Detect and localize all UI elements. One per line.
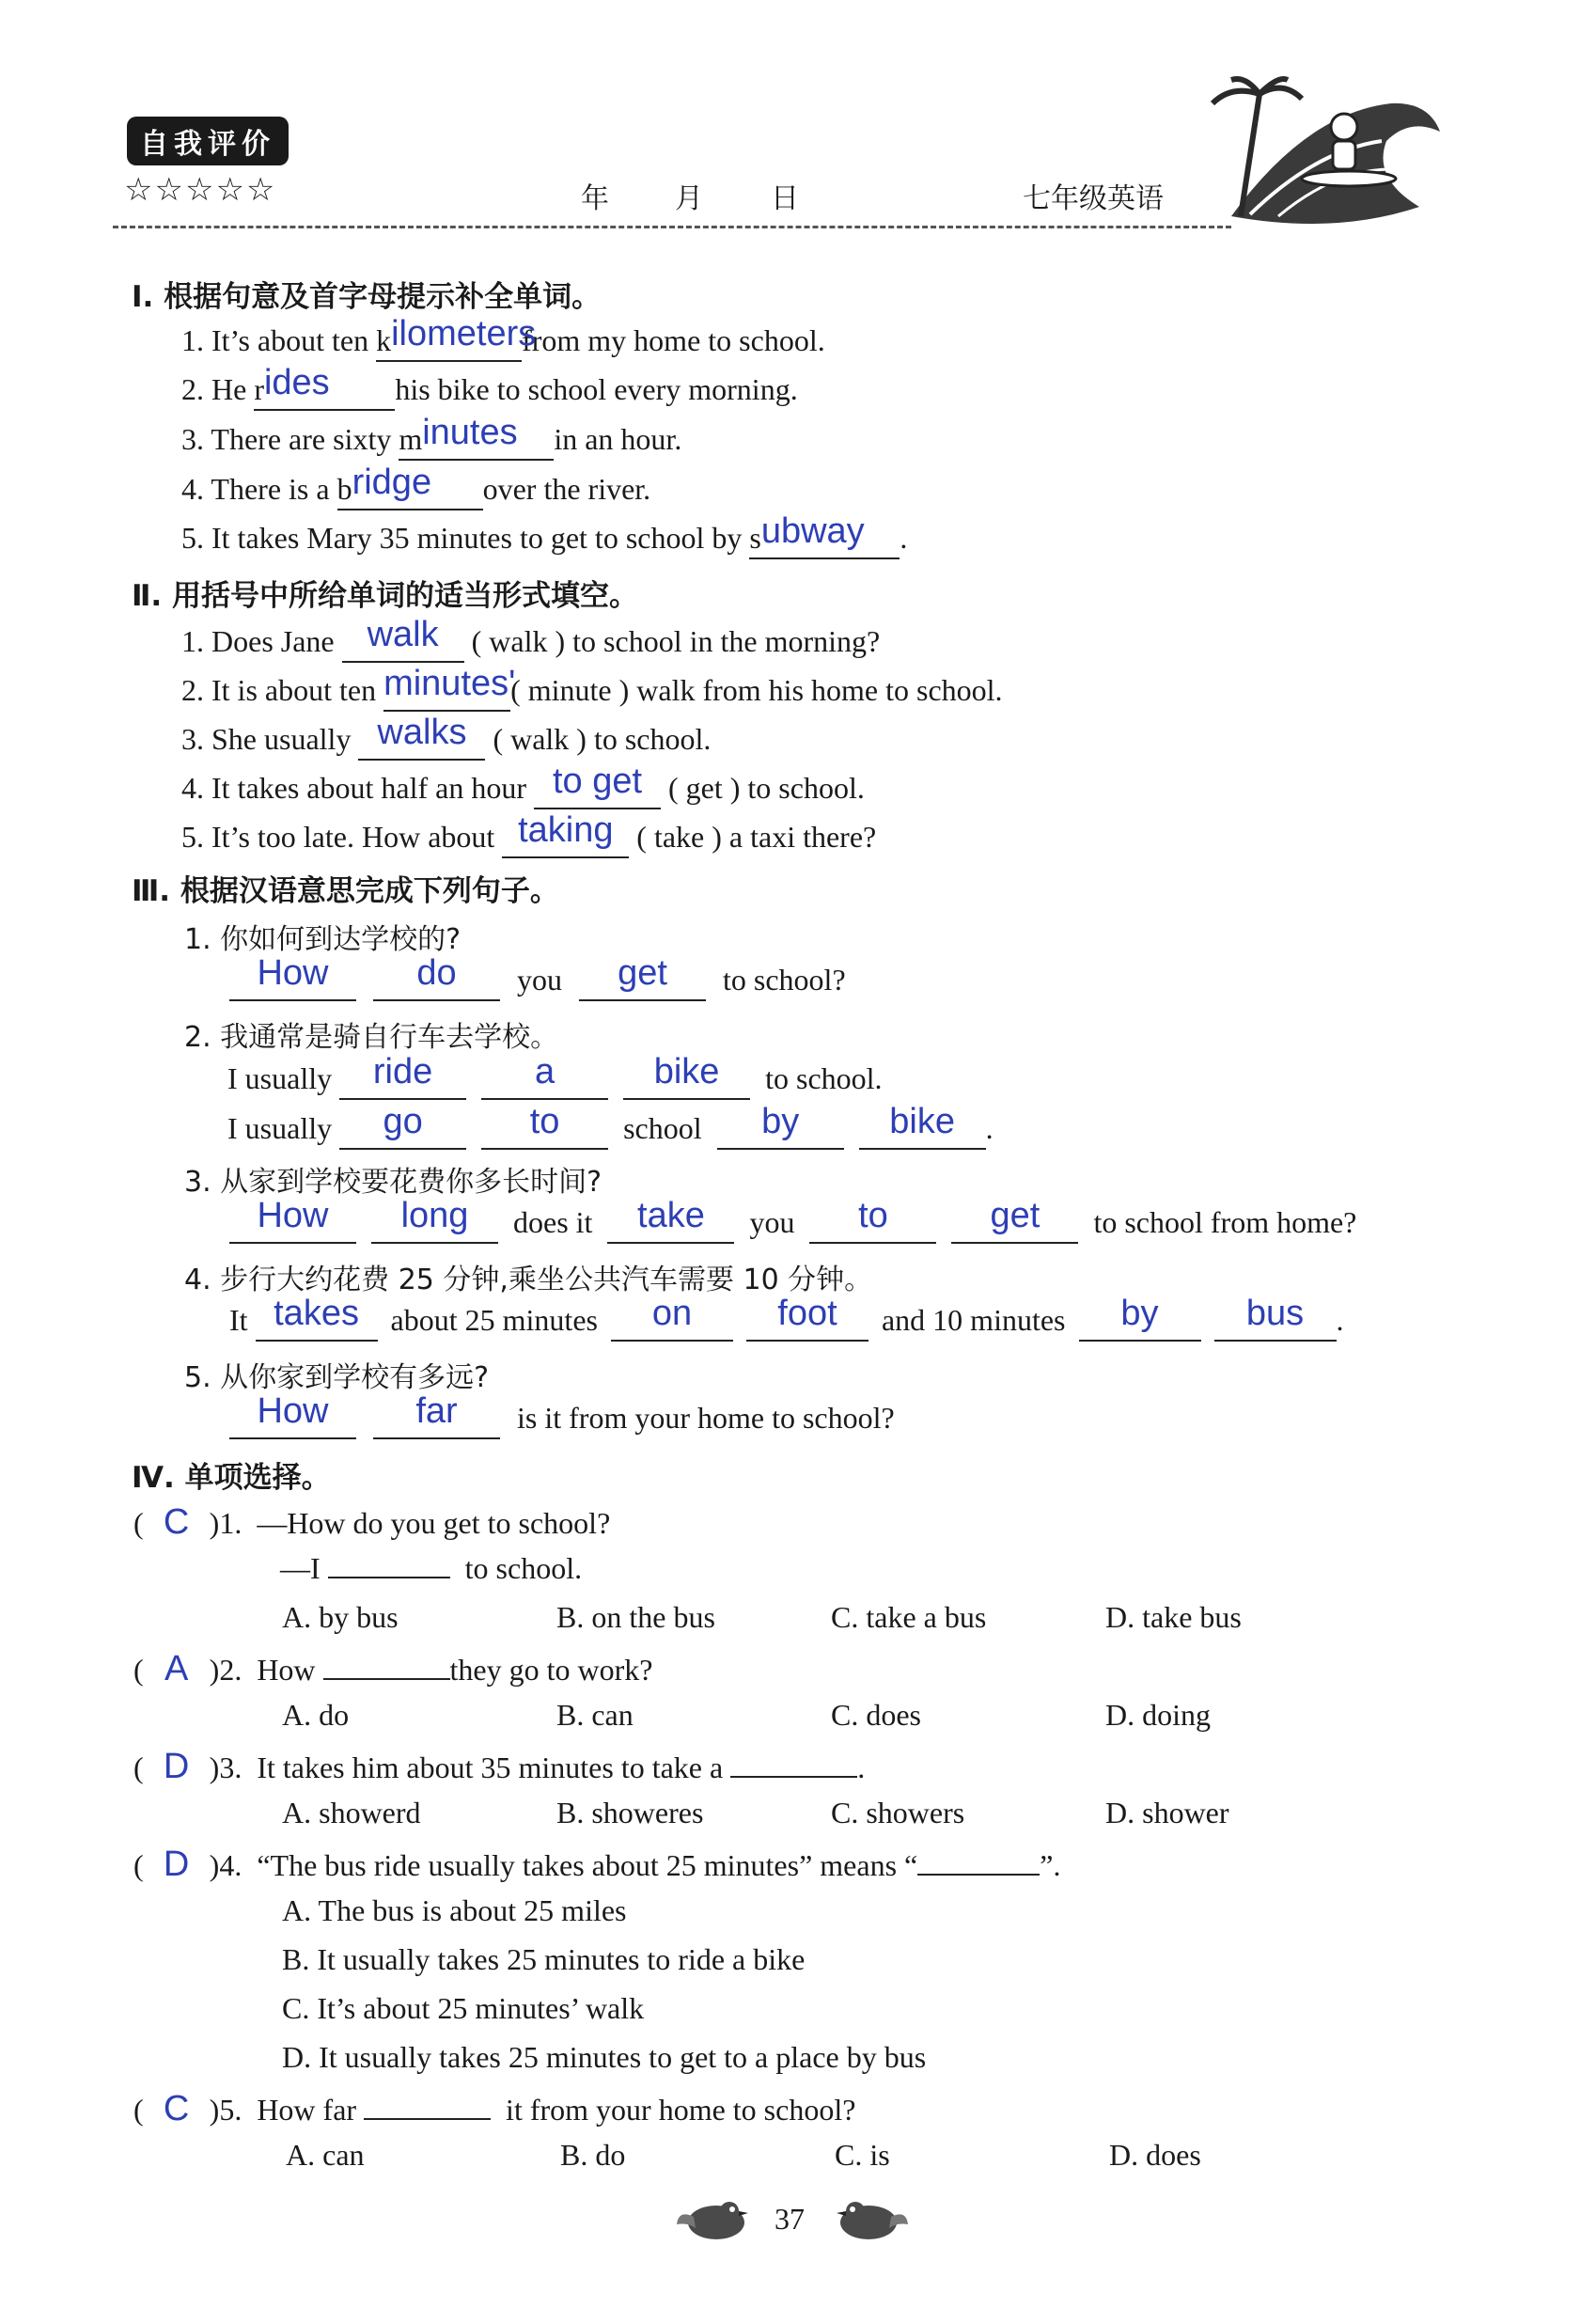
s4-q1-option-d[interactable]: D. take bus — [1105, 1600, 1242, 1634]
s3-q4-text-2: and 10 minutes — [881, 1303, 1066, 1337]
s1-item-1-blank[interactable] — [376, 314, 537, 362]
s1-item-2-letter: r — [254, 372, 264, 406]
s3-q2-l1-blank-3[interactable] — [623, 1052, 750, 1100]
s1-item-4-suffix: over the river. — [482, 472, 651, 506]
s3-q3-blank-2[interactable] — [371, 1196, 498, 1244]
s4-q4-option-c[interactable]: C. It’s about 25 minutes’ walk — [282, 1991, 645, 2025]
s3-q2-l1-answer-2: a — [535, 1052, 555, 1091]
s2-item-1-prefix: 1. Does Jane — [181, 624, 335, 658]
s4-q5-option-a[interactable]: A. can — [286, 2138, 365, 2172]
s2-item-5 — [181, 810, 877, 858]
s4-q2-stem-suffix: they go to work? — [449, 1653, 653, 1687]
s4-q1-blank[interactable] — [328, 1577, 450, 1578]
s4-q5-option-d[interactable]: D. does — [1109, 2138, 1201, 2172]
s2-item-3 — [181, 713, 712, 761]
s1-item-1-answer: ilometers — [391, 314, 537, 353]
s3-q4-text-0: It — [229, 1303, 248, 1337]
section-1-title: Ⅰ. 根据句意及首字母提示补全单词。 — [132, 280, 602, 314]
s4-q1-line2 — [280, 1551, 582, 1586]
s3-q2-l2-answer-2: to — [529, 1102, 560, 1141]
s3-q4-answer-2: on — [651, 1294, 693, 1333]
s2-item-3-prefix: 3. She usually — [181, 722, 352, 756]
s3-q1-chinese: 1. 你如何到达学校的? — [184, 923, 462, 956]
s3-q2-l2-answer-4: bike — [889, 1102, 955, 1141]
s3-q5-text-1: is it from your home to school? — [517, 1401, 895, 1435]
s1-item-4-prefix: 4. There is a — [181, 472, 337, 506]
s4-q3-stem-prefix: It takes him about 35 minutes to take a — [257, 1751, 724, 1784]
s2-item-3-answer: walks — [377, 713, 467, 752]
s4-q3-stem-suffix: . — [857, 1751, 866, 1784]
s3-q5-chinese: 5. 从你家到学校有多远? — [184, 1361, 490, 1394]
s1-item-5-blank[interactable] — [749, 511, 900, 559]
s4-q1-line2-suffix: to school. — [464, 1551, 583, 1585]
s3-q2-l1-text-1: to school. — [765, 1061, 883, 1095]
s4-q4-option-a[interactable]: A. The bus is about 25 miles — [282, 1893, 627, 1927]
s3-q5-blank-2[interactable] — [373, 1391, 500, 1439]
s1-item-3-prefix: 3. There are sixty — [181, 422, 399, 456]
s4-q5-stem-suffix: it from your home to school? — [506, 2093, 856, 2127]
s3-q3-answer-3: take — [637, 1196, 705, 1235]
s4-q2-number: )2. — [209, 1653, 243, 1687]
s1-item-2-answer: ides — [263, 363, 330, 402]
s2-item-4-suffix: ( get ) to school. — [668, 771, 865, 805]
s3-q5-answer-1: How — [257, 1391, 329, 1431]
rating-stars[interactable]: ☆☆☆☆☆ — [124, 171, 277, 209]
s4-q5-option-c[interactable]: C. is — [835, 2138, 890, 2172]
s3-q3-answer-2: long — [400, 1196, 469, 1235]
s1-item-1-suffix: from my home to school. — [522, 323, 825, 357]
s3-q2-l2-blank-3[interactable] — [717, 1102, 844, 1150]
s3-q4-answer-1: takes — [274, 1294, 359, 1333]
s3-q1-answer-1: How — [257, 953, 329, 993]
s3-q2-l1-answer-3: bike — [653, 1052, 720, 1091]
s4-q3: ( D )3. It takes him about 35 minutes to take a . — [133, 1747, 866, 1786]
s1-item-1 — [181, 314, 825, 362]
s1-item-3-answer: inutes — [422, 413, 518, 452]
s4-q5-option-b[interactable]: B. do — [560, 2138, 626, 2172]
s4-q5-options — [286, 2138, 1384, 2173]
s1-item-2 — [181, 363, 798, 411]
s3-q5-answer-line — [229, 1391, 895, 1439]
s1-item-5 — [181, 511, 908, 559]
date-month: 月 — [675, 182, 703, 215]
s4-q2-stem-prefix: How — [257, 1653, 316, 1687]
s2-item-5-answer: taking — [518, 810, 614, 850]
s3-q3-blank-3[interactable] — [607, 1196, 734, 1244]
s2-item-3-blank[interactable] — [358, 713, 485, 761]
page-number: 37 — [775, 2202, 805, 2236]
s4-q2-option-b[interactable]: B. can — [556, 1698, 634, 1732]
s3-q4-answer-4: by — [1120, 1294, 1159, 1333]
s4-q1-option-b[interactable]: B. on the bus — [556, 1600, 715, 1634]
s2-item-2-blank[interactable] — [383, 664, 516, 712]
s4-q2-answer[interactable]: A — [164, 1649, 189, 1688]
s3-q4-text-3: . — [1336, 1303, 1344, 1337]
s1-item-5-answer: ubway — [760, 511, 865, 551]
s2-item-5-prefix: 5. It’s too late. How about — [181, 820, 495, 854]
section-3-title: Ⅲ. 根据汉语意思完成下列句子。 — [132, 874, 559, 908]
s4-q2: ( A )2. How they go to work? — [133, 1649, 653, 1688]
s3-q1-blank-2[interactable] — [373, 953, 500, 1001]
s2-item-1 — [181, 615, 881, 663]
section-2-title: Ⅱ. 用括号中所给单词的适当形式填空。 — [132, 579, 638, 613]
s3-q5-answer-2: far — [415, 1391, 458, 1431]
s4-q4-answer[interactable]: D — [163, 1845, 190, 1884]
s3-q3-blank-5[interactable] — [951, 1196, 1078, 1244]
s1-item-3-letter: m — [399, 422, 423, 456]
self-evaluation-badge: 自我评价 — [127, 117, 289, 165]
s4-q4-number: )4. — [209, 1848, 243, 1882]
s3-q2-l2-text-2: . — [985, 1111, 994, 1145]
s3-q5-blank-1[interactable] — [229, 1391, 356, 1439]
s1-item-1-letter: k — [376, 323, 392, 357]
s3-q4-answer-5: bus — [1245, 1294, 1305, 1333]
date-day: 日 — [771, 182, 799, 215]
date-year: 年 — [581, 182, 609, 215]
s3-q4-chinese: 4. 步行大约花费 25 分钟,乘坐公共汽车需要 10 分钟。 — [184, 1264, 873, 1296]
s3-q2-line-2 — [227, 1102, 994, 1150]
s4-q3-answer[interactable]: D — [163, 1747, 190, 1786]
s4-q2-option-a[interactable]: A. do — [282, 1698, 350, 1732]
s3-q1-answer-3: get — [618, 953, 667, 993]
s2-item-4-answer: to get — [552, 761, 643, 801]
s3-q1-answer-line — [229, 953, 846, 1001]
s3-q2-l2-text-1: school — [623, 1111, 702, 1145]
s1-item-4-letter: b — [336, 472, 352, 506]
s4-q3-option-d[interactable]: D. shower — [1105, 1796, 1229, 1829]
s4-q4-stem-prefix: “The bus ride usually takes about 25 minutes” means “ — [257, 1848, 918, 1882]
s3-q4-answer-line — [229, 1294, 1344, 1342]
s2-item-4-prefix: 4. It takes about half an hour — [181, 771, 526, 805]
s2-item-4-blank[interactable] — [534, 761, 661, 809]
s3-q3-text-2: you — [749, 1205, 795, 1239]
s3-q4-blank-1[interactable] — [256, 1294, 378, 1342]
s3-q2-l1-blank-1[interactable] — [339, 1052, 466, 1100]
s4-q1-options — [282, 1600, 1380, 1635]
s2-item-2-suffix: ( minute ) walk from his home to school. — [510, 673, 1003, 707]
s3-q3-blank-4[interactable] — [809, 1196, 936, 1244]
s3-q1-answer-2: do — [416, 953, 457, 993]
s2-item-1-suffix: ( walk ) to school in the morning? — [471, 624, 881, 658]
s3-q3-answer-line — [229, 1196, 1357, 1244]
s1-item-4-answer: ridge — [352, 463, 432, 502]
s1-item-4 — [181, 463, 651, 510]
s2-item-1-blank[interactable] — [342, 615, 464, 663]
s2-item-3-suffix: ( walk ) to school. — [493, 722, 712, 756]
left-bird-icon — [675, 2192, 750, 2245]
s4-q4-blank[interactable] — [917, 1874, 1040, 1876]
s3-q3-answer-4: to — [858, 1196, 888, 1235]
surfer-illustration — [1194, 75, 1447, 235]
s1-item-3-suffix: in an hour. — [554, 422, 682, 456]
s3-q3-blank-1[interactable] — [229, 1196, 356, 1244]
s1-item-1-prefix: 1. It’s about ten — [181, 323, 377, 357]
s4-q1-answer[interactable]: C — [163, 1502, 190, 1542]
s3-q1-blank-1[interactable] — [229, 953, 356, 1001]
s4-q4-option-d[interactable]: D. It usually takes 25 minutes to get to a place by bus — [282, 2040, 927, 2074]
s4-q4-stem-suffix: ”. — [1040, 1848, 1061, 1882]
s4-q1-stem: —How do you get to school? — [257, 1506, 611, 1540]
s3-q2-l2-text-0: I usually — [227, 1111, 333, 1145]
s3-q3-answer-5: get — [990, 1196, 1041, 1235]
s4-q1: ( C )1. —How do you get to school? — [133, 1502, 611, 1542]
s3-q4-blank-3[interactable] — [746, 1294, 868, 1342]
s1-item-3-blank[interactable] — [399, 413, 554, 461]
s1-item-2-prefix: 2. He — [181, 372, 255, 406]
s1-item-5-prefix: 5. It takes Mary 35 minutes to get to school by — [181, 521, 750, 555]
s4-q2-option-d[interactable]: D. doing — [1105, 1698, 1211, 1732]
s3-q4-blank-2[interactable] — [611, 1294, 733, 1342]
s3-q2-line-1 — [227, 1052, 883, 1100]
s3-q4-blank-5[interactable] — [1214, 1294, 1337, 1342]
s3-q2-l1-text-0: I usually — [227, 1061, 333, 1095]
s1-item-5-letter: s — [749, 521, 761, 555]
s4-q1-option-a[interactable]: A. by bus — [282, 1600, 399, 1634]
s4-q3-option-c[interactable]: C. showers — [831, 1796, 965, 1829]
s3-q3-chinese: 3. 从家到学校要花费你多长时间? — [184, 1166, 602, 1199]
s3-q2-l2-blank-4[interactable] — [859, 1102, 986, 1150]
s1-item-4-blank[interactable] — [336, 463, 483, 510]
s3-q1-text-1: you — [517, 963, 562, 997]
s4-q5-blank[interactable] — [364, 2118, 491, 2120]
s3-q2-l2-blank-1[interactable] — [339, 1102, 466, 1150]
s3-q2-l2-answer-3: by — [761, 1102, 800, 1141]
s2-item-2-prefix: 2. It is about ten — [181, 673, 377, 707]
s3-q4-answer-3: foot — [777, 1294, 837, 1333]
section-4-title: Ⅳ. 单项选择。 — [132, 1461, 331, 1495]
s3-q1-text-2: to school? — [723, 963, 846, 997]
s4-q3-blank[interactable] — [730, 1776, 857, 1778]
s4-q2-blank[interactable] — [323, 1678, 450, 1680]
s2-item-1-answer: walk — [367, 615, 439, 654]
s4-q3-number: )3. — [209, 1751, 243, 1784]
right-bird-icon — [835, 2192, 910, 2245]
s1-item-2-blank[interactable] — [254, 363, 395, 411]
s4-q4: ( D )4. “The bus ride usually takes about 25 minutes” means “ ”. — [133, 1845, 1061, 1884]
s4-q5-stem-prefix: How far — [257, 2093, 357, 2127]
s4-q3-option-b[interactable]: B. showeres — [556, 1796, 704, 1829]
s3-q2-l1-blank-2[interactable] — [481, 1052, 608, 1100]
s4-q1-line2-prefix: —I — [280, 1551, 321, 1585]
s4-q2-options — [282, 1698, 1380, 1733]
s4-q3-options — [282, 1796, 1380, 1830]
s3-q2-chinese: 2. 我通常是骑自行车去学校。 — [184, 1021, 559, 1054]
s2-item-4 — [181, 761, 865, 809]
s3-q3-text-1: does it — [513, 1205, 593, 1239]
s3-q3-answer-1: How — [257, 1196, 329, 1235]
s1-item-3 — [181, 413, 682, 461]
s3-q3-text-3: to school from home? — [1093, 1205, 1357, 1239]
s3-q2-l2-answer-1: go — [383, 1102, 423, 1141]
s4-q1-option-c[interactable]: C. take a bus — [831, 1600, 987, 1634]
s2-item-5-suffix: ( take ) a taxi there? — [636, 820, 877, 854]
s2-item-5-blank[interactable] — [502, 810, 629, 858]
s3-q4-text-1: about 25 minutes — [390, 1303, 598, 1337]
s4-q3-option-a[interactable]: A. showerd — [282, 1796, 421, 1829]
s1-item-2-suffix: his bike to school every morning. — [395, 372, 798, 406]
s4-q4-option-b[interactable]: B. It usually takes 25 minutes to ride a bike — [282, 1942, 806, 1976]
s4-q5: ( C )5. How far it from your home to school? — [133, 2089, 856, 2128]
s4-q1-number: )1. — [209, 1506, 243, 1540]
s1-item-5-suffix: . — [900, 521, 908, 555]
s3-q2-l1-answer-1: ride — [372, 1052, 433, 1091]
header-divider — [113, 226, 1231, 228]
s2-item-2 — [181, 664, 1003, 712]
s3-q4-blank-4[interactable] — [1079, 1294, 1201, 1342]
s4-q2-option-c[interactable]: C. does — [831, 1698, 921, 1732]
s3-q1-blank-3[interactable] — [579, 953, 706, 1001]
s3-q2-l2-blank-2[interactable] — [481, 1102, 608, 1150]
book-title: 七年级英语 — [1023, 182, 1164, 215]
s4-q5-number: )5. — [209, 2093, 243, 2127]
s2-item-2-answer: minutes' — [383, 664, 516, 703]
s4-q5-answer[interactable]: C — [163, 2089, 190, 2128]
